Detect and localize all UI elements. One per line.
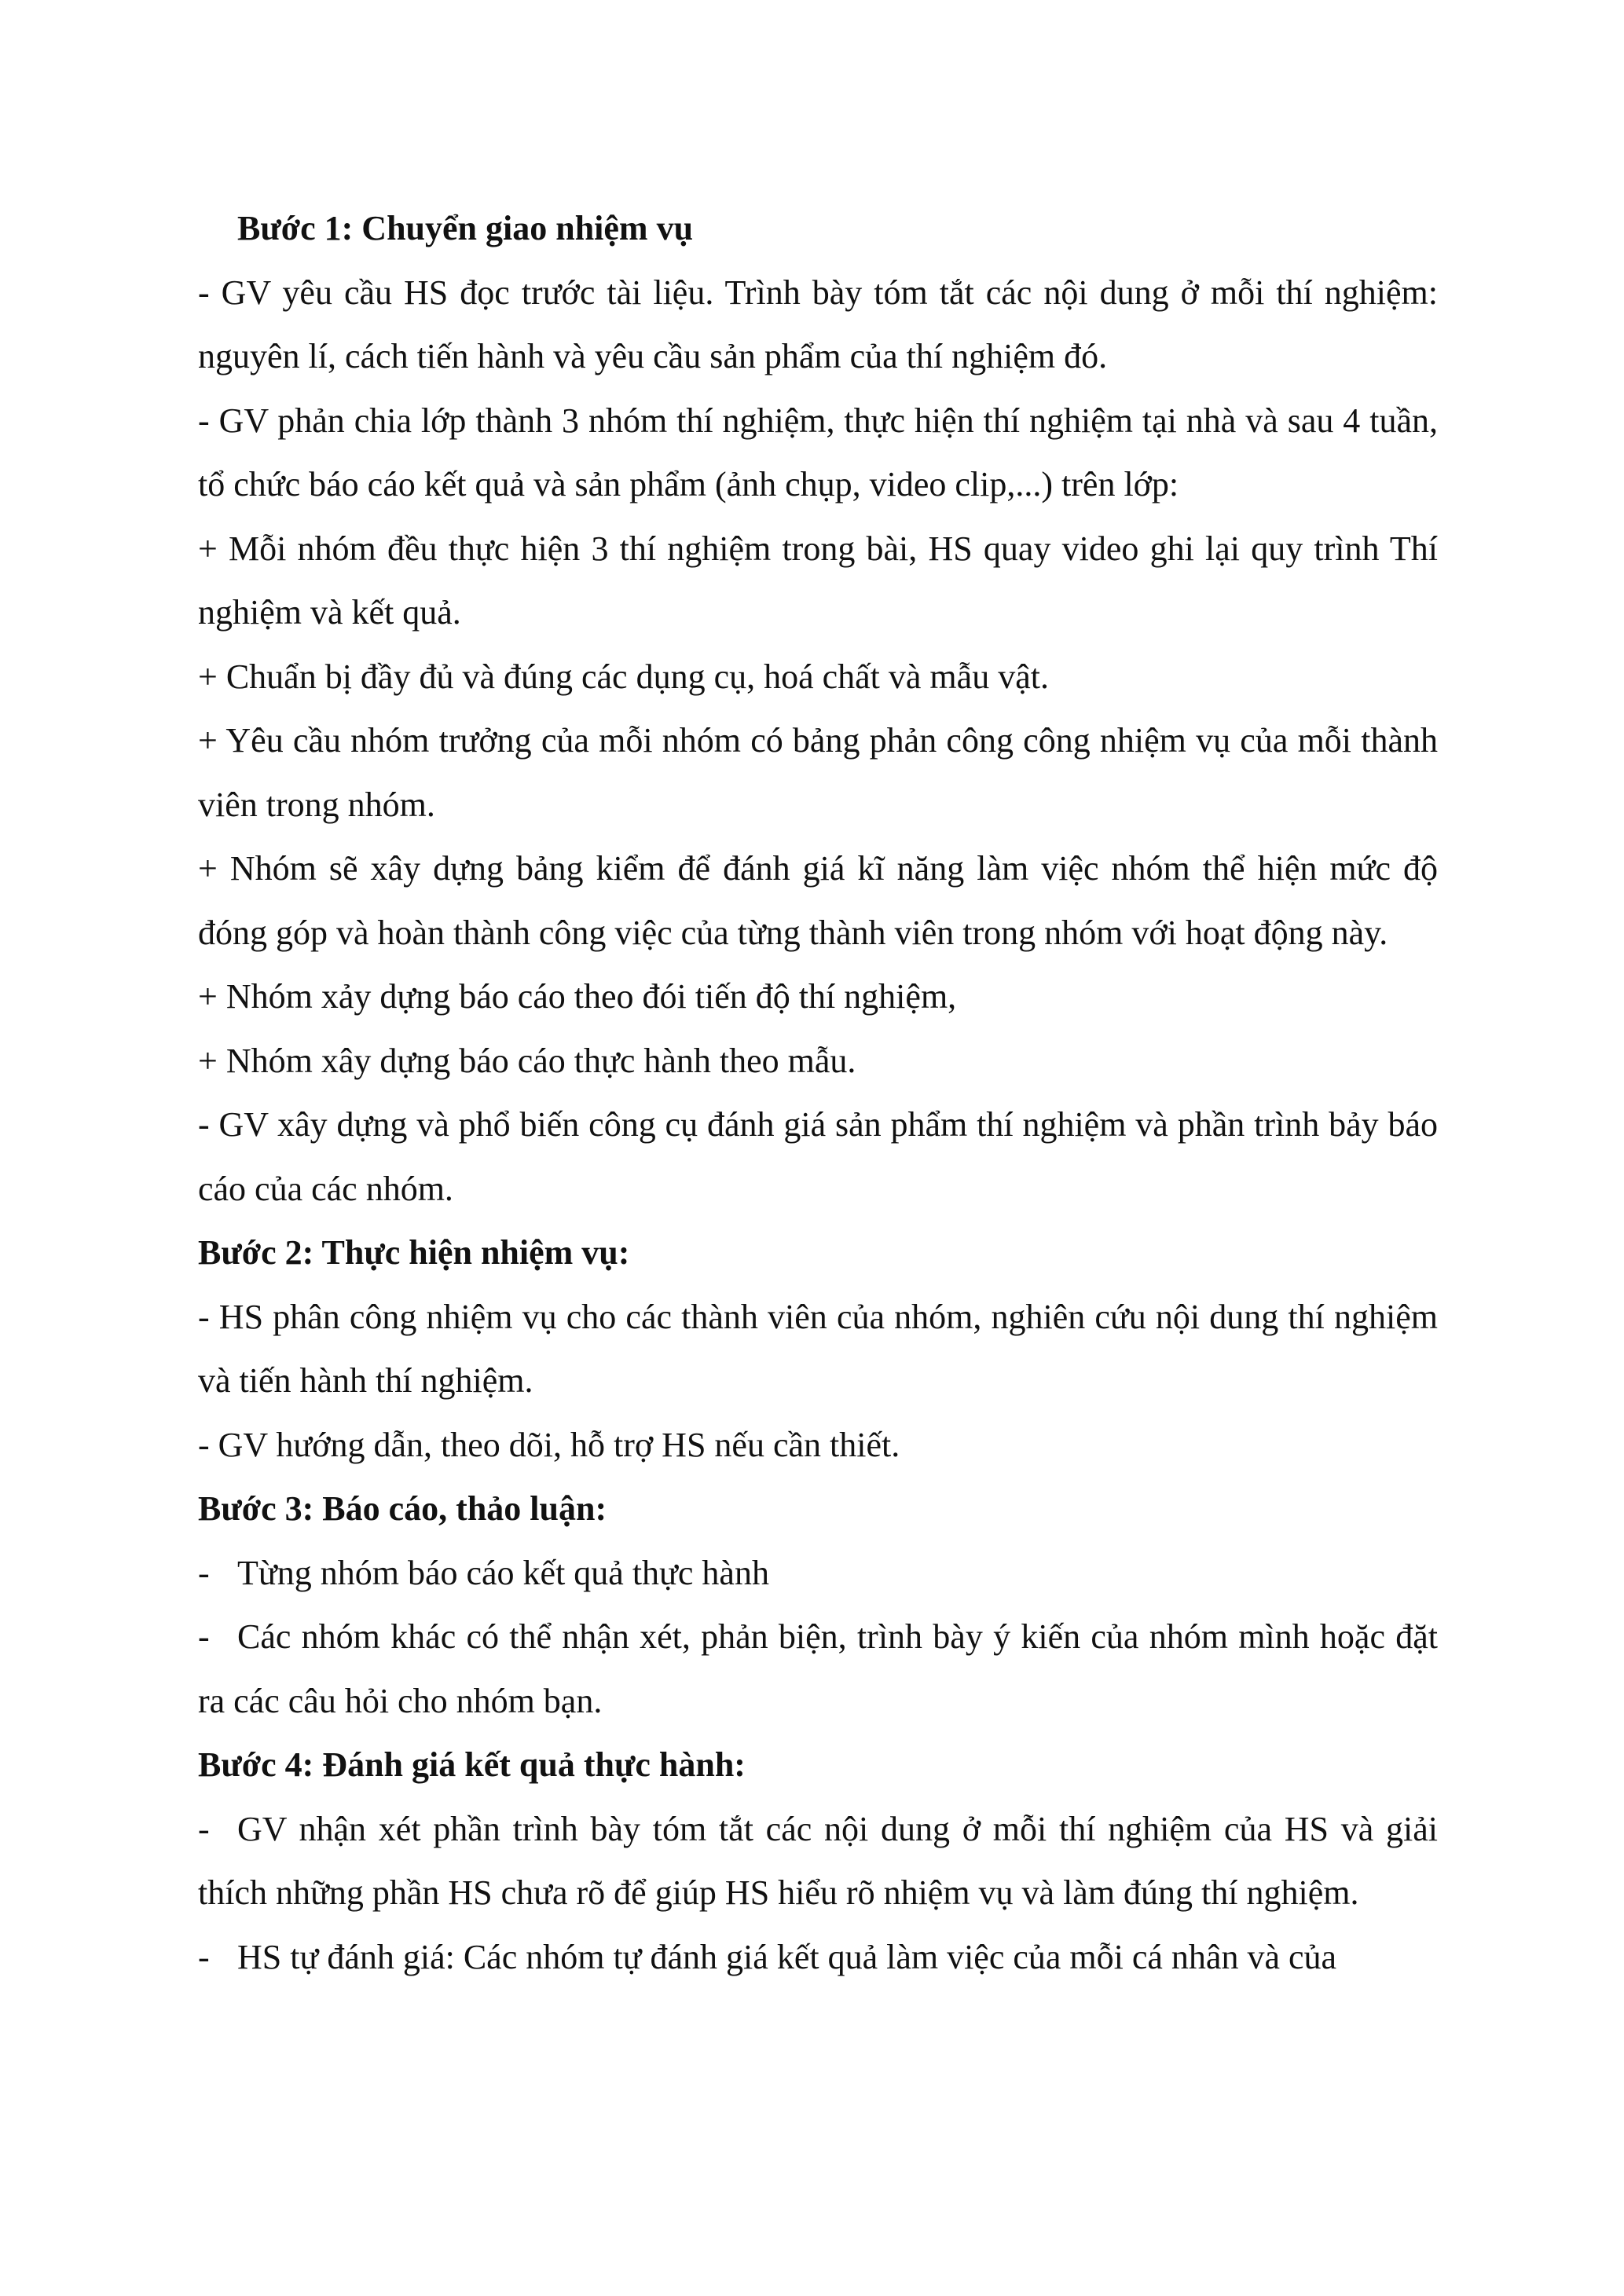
step1-item: + Nhóm sẽ xây dựng bảng kiểm để đánh giá kĩ năng làm việc nhóm thể hiện mức độ đóng góp và hoàn thành công việc của từng thành viên trong nhóm với hoạt động này. [198, 849, 1438, 952]
step4-heading: Bước 4: Đánh giá kết quả thực hành: [198, 1745, 746, 1784]
step4-item [198, 1925, 1438, 1990]
step3-heading: Bước 3: Báo cáo, thảo luận: [198, 1489, 607, 1528]
document-page [198, 196, 1438, 1989]
dash-marker: - [198, 1937, 210, 1976]
step1-item: + Nhóm xây dựng báo cáo thực hành theo mẫu. [198, 1041, 856, 1080]
step3-item-text: Các nhóm khác có thể nhận xét, phản biện, trình bày ý kiến của nhóm mình hoặc đặt ra các câu hỏi cho nhóm bạn. [198, 1617, 1438, 1720]
step1-heading: Bước 1: Chuyển giao nhiệm vụ [237, 209, 694, 247]
step1-item: + Mỗi nhóm đều thực hiện 3 thí nghiệm trong bài, HS quay video ghi lại quy trình Thí nghiệm và kết quả. [198, 529, 1438, 632]
step1-item: + Chuẩn bị đầy đủ và đúng các dụng cụ, hoá chất và mẫu vật. [198, 657, 1049, 696]
step3-item [198, 1605, 1438, 1733]
step2-item: - HS phân công nhiệm vụ cho các thành viên của nhóm, nghiên cứu nội dung thí nghiệm và tiến hành thí nghiệm. [198, 1297, 1438, 1400]
step4-item [198, 1797, 1438, 1925]
step3-item-text: Từng nhóm báo cáo kết quả thực hành [237, 1553, 769, 1592]
step1-item: + Yêu cầu nhóm trưởng của mỗi nhóm có bảng phản công công nhiệm vụ của mỗi thành viên trong nhóm. [198, 721, 1438, 824]
step1-item: - GV xây dựng và phổ biến công cụ đánh giá sản phẩm thí nghiệm và phần trình bảy báo cáo của các nhóm. [198, 1105, 1438, 1208]
step1-item: - GV phản chia lớp thành 3 nhóm thí nghiệm, thực hiện thí nghiệm tại nhà và sau 4 tuần, tổ chức báo cáo kết quả và sản phẩm (ảnh chụp, video clip,...) trên lớp: [198, 401, 1438, 504]
dash-marker: - [198, 1809, 210, 1848]
step3-item [198, 1541, 1438, 1606]
step2-item: - GV hướng dẫn, theo dõi, hỗ trợ HS nếu cần thiết. [198, 1425, 900, 1464]
step1-item: + Nhóm xảy dựng báo cáo theo đói tiến độ thí nghiệm, [198, 977, 957, 1016]
dash-marker: - [198, 1617, 210, 1656]
step4-item-text: HS tự đánh giá: Các nhóm tự đánh giá kết quả làm việc của mỗi cá nhân và của [237, 1937, 1337, 1976]
step2-heading: Bước 2: Thực hiện nhiệm vụ: [198, 1233, 630, 1272]
step1-item: - GV yêu cầu HS đọc trước tài liệu. Trình bày tóm tắt các nội dung ở mỗi thí nghiệm: nguyên lí, cách tiến hành và yêu cầu sản phẩm của thí nghiệm đó. [198, 273, 1438, 375]
step4-item-text: GV nhận xét phần trình bày tóm tắt các nội dung ở mỗi thí nghiệm của HS và giải thích những phần HS chưa rõ để giúp HS hiểu rõ nhiệm vụ và làm đúng thí nghiệm. [198, 1809, 1438, 1912]
dash-marker: - [198, 1553, 210, 1592]
